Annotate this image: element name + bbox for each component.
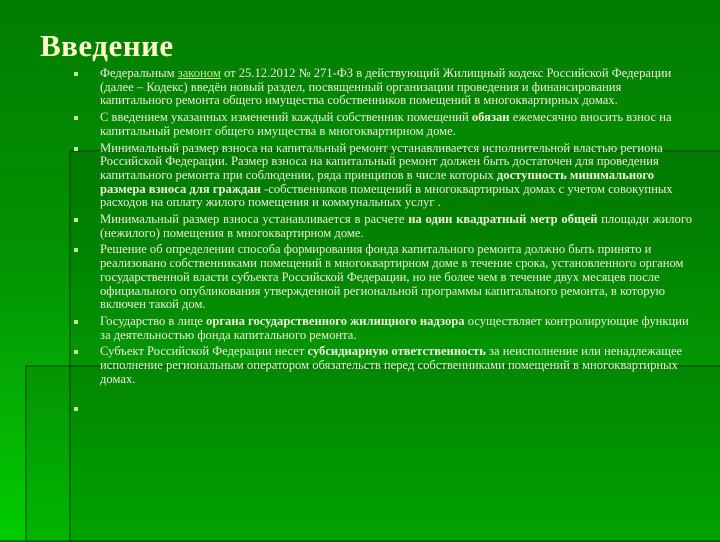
- bullet-text-run: осуществляет контролирующие функции за деятельностью фонда капитального ремонта.: [100, 313, 689, 342]
- bullet-text-bold-run: доступность минимального размера взноса для граждан: [100, 167, 655, 196]
- bullet-text-run: Минимальный размер взноса устанавливается в расчете: [100, 212, 409, 227]
- bullet-square-icon: [74, 407, 78, 411]
- bullet-text-run: от 25.12.2012 № 271-ФЗ в действующий Жилищный кодекс Российской Федерации (далее – Кодекс) введён новый раздел, посвященный организации проведения и финансирования капитального ремонта общего имущества собственников помещений в многоквартирных домах.: [100, 66, 672, 108]
- bullet-text: [100, 142, 692, 211]
- bullet-text: [100, 67, 692, 108]
- bullet-square-icon: [74, 116, 78, 120]
- bullet-text-run: площади жилого (нежилого) помещения в многоквартирном доме.: [100, 212, 692, 240]
- list-item: [73, 402, 693, 411]
- bullet-text-run: Федеральным: [100, 66, 178, 80]
- list-item: [73, 142, 693, 211]
- bullet-text-run: ежемесячно вносить взнос на капитальный ремонт общего имущества в многоквартирном доме.: [100, 110, 672, 138]
- bullet-text: [100, 243, 692, 312]
- bullet-square-icon: [74, 147, 78, 151]
- bullet-square-icon: [74, 248, 78, 252]
- list-item: [73, 67, 693, 108]
- bullet-text-bold-run: обязан: [471, 110, 510, 125]
- bullet-text-run: Государство в лице: [100, 313, 207, 328]
- bullet-text-bold-run: на один квадратный метр общей: [408, 212, 598, 227]
- bullet-square-icon: [74, 320, 78, 324]
- bullet-square-icon: [74, 72, 78, 76]
- bullet-square-icon: [74, 350, 78, 354]
- bullet-text: [100, 345, 692, 386]
- bullet-text: [100, 213, 692, 240]
- bullet-text-run: за неисполнение или ненадлежащее исполнение региональным оператором обязательств перед собственниками помещений в многоквартирных домах.: [100, 344, 683, 386]
- bullet-list: [73, 67, 693, 414]
- bullet-text-bold-run: субсидиарную ответственность: [307, 344, 486, 359]
- list-item: [73, 345, 693, 386]
- bullet-text-run: Субъект Российской Федерации несет: [100, 344, 308, 359]
- bullet-text-run: Минимальный размер взноса на капитальный ремонт устанавливается исполнительной властью региона Российской Федерации. Размер взноса на капитальный ремонт должен быть достаточен для проведения капитального ремонта при соблюдении, ряда принципов в числе которых: [100, 140, 663, 182]
- hyperlink-zakonom[interactable]: законом: [177, 66, 221, 80]
- list-item: [73, 243, 693, 312]
- list-item: [73, 315, 693, 342]
- slide-title: Введение: [40, 28, 174, 63]
- bullet-square-icon: [74, 218, 78, 222]
- list-item: [73, 111, 693, 138]
- bullet-text: [100, 111, 692, 138]
- bullet-text: [100, 315, 692, 342]
- list-item: [73, 213, 693, 240]
- bullet-text-run: С введением указанных изменений каждый собственник помещений: [100, 110, 472, 125]
- bullet-text-bold-run: органа государственного жилищного надзора: [206, 313, 465, 328]
- bullet-text-run: -собственников помещений в многоквартирных домах с учетом совокупных расходов на оплату жилого помещения и коммунальных услуг .: [100, 181, 673, 210]
- bullet-text-run: Решение об определении способа формирования фонда капитального ремонта должно быть принято и реализовано собственниками помещений в многоквартирном доме в течение срока, установленного органом государственной власти субъекта Российской Федерации, но не более чем в течение двух месяцев после официального опубликования утвержденной региональной программы капитального ремонта, в которую включен такой дом.: [100, 242, 684, 312]
